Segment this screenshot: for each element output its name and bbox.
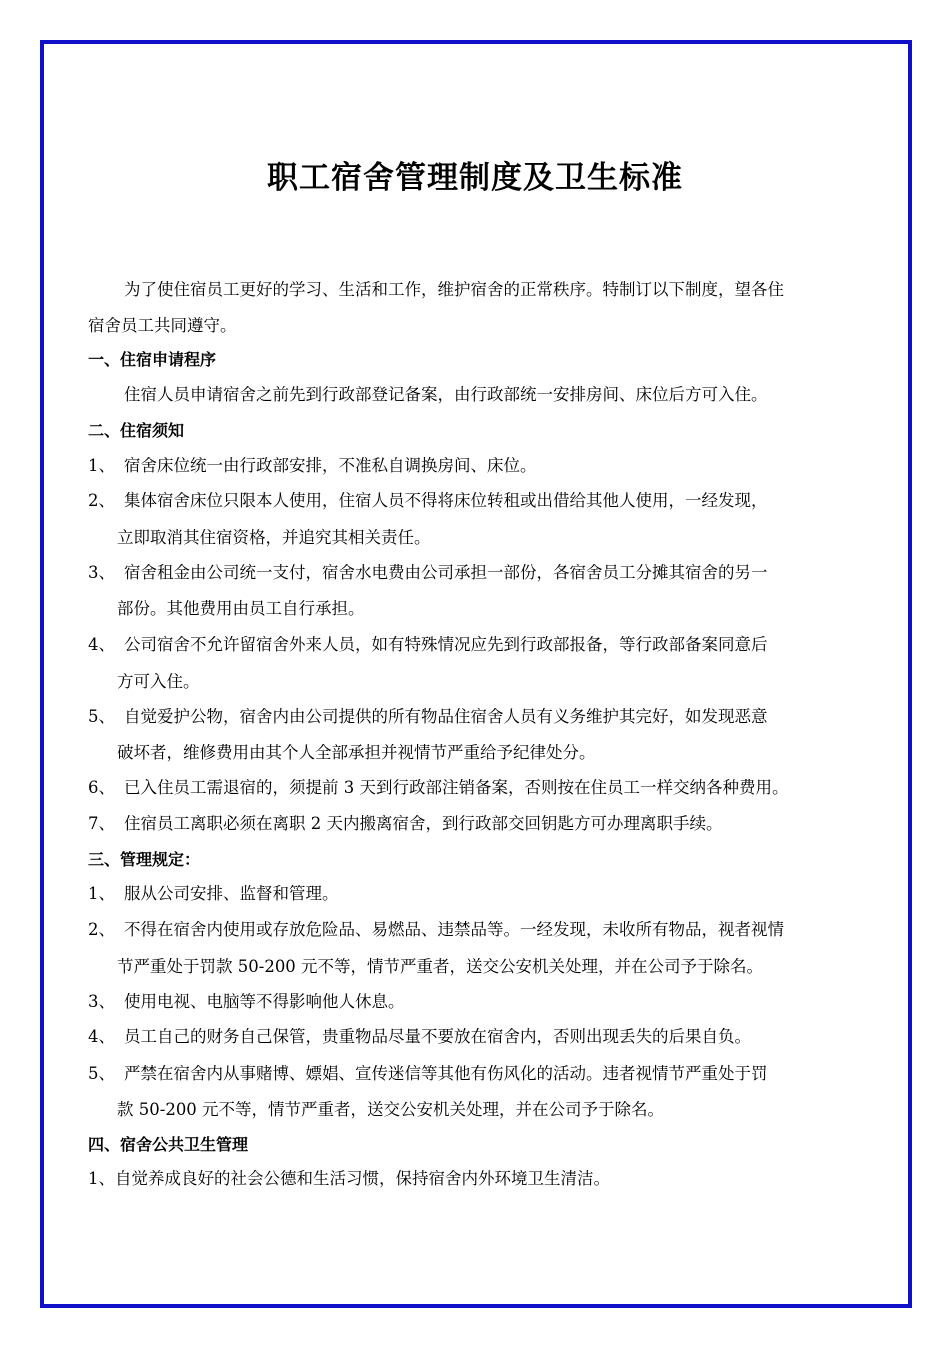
item-text: 使用电视、电脑等不得影响他人休息。 — [124, 992, 405, 1011]
item-text-continued: 节严重处于罚款 50-200 元不等，情节严重者，送交公安机关处理，并在公司予于除名。 — [117, 957, 764, 976]
item-text: 服从公司安排、监督和管理。 — [124, 884, 339, 903]
item-number: 5、 — [88, 707, 115, 726]
item-text: 自觉爱护公物，宿舍内由公司提供的所有物品住宿舍人员有义务维护其完好，如发现恶意 — [124, 707, 768, 726]
list-item — [88, 1062, 768, 1086]
section-1-heading: 一、住宿申请程序 — [88, 350, 217, 369]
list-item — [88, 705, 768, 729]
item-text: 已入住员工需退宿的，须提前 3 天到行政部注销备案，否则按在住员工一样交纳各种费用。 — [124, 778, 789, 797]
section-1-body: 住宿人员申请宿舍之前先到行政部登记备案，由行政部统一安排房间、床位后方可入住。 — [124, 385, 768, 404]
section-4-item-1: 1、自觉养成良好的社会公德和生活习惯，保持宿舍内外环境卫生清洁。 — [88, 1169, 610, 1188]
item-number: 7、 — [88, 814, 115, 833]
item-number: 5、 — [88, 1064, 115, 1083]
list-item — [88, 454, 537, 478]
list-item — [88, 990, 405, 1014]
item-number: 4、 — [88, 635, 115, 654]
item-text-continued: 款 50-200 元不等，情节严重者，送交公安机关处理，并在公司予于除名。 — [117, 1100, 665, 1119]
item-text: 宿舍床位统一由行政部安排，不准私自调换房间、床位。 — [124, 456, 537, 475]
item-number: 2、 — [88, 491, 115, 510]
section-3-heading: 三、管理规定： — [88, 850, 201, 869]
item-number: 2、 — [88, 920, 115, 939]
item-text-continued: 立即取消其住宿资格，并追究其相关责任。 — [117, 528, 431, 547]
list-item — [88, 882, 339, 906]
list-item — [88, 489, 768, 513]
item-text-continued: 部份。其他费用由员工自行承担。 — [117, 599, 365, 618]
item-text: 住宿员工离职必须在离职 2 天内搬离宿舍，到行政部交回钥匙方可办理离职手续。 — [124, 814, 723, 833]
list-item — [88, 918, 784, 942]
item-number: 3、 — [88, 992, 115, 1011]
section-2-heading: 二、住宿须知 — [88, 421, 185, 440]
document-title: 职工宿舍管理制度及卫生标准 — [267, 160, 683, 196]
item-text: 公司宿舍不允许留宿舍外来人员，如有特殊情况应先到行政部报备，等行政部备案同意后 — [124, 635, 768, 654]
item-text-continued: 方可入住。 — [117, 672, 200, 691]
intro-line-1: 为了使住宿员工更好的学习、生活和工作，维护宿舍的正常秩序。特制订以下制度，望各住 — [124, 280, 784, 299]
list-item — [88, 561, 768, 585]
item-text: 宿舍租金由公司统一支付，宿舍水电费由公司承担一部份，各宿舍员工分摊其宿舍的另一 — [124, 563, 768, 582]
item-text: 严禁在宿舍内从事赌博、嫖娼、宣传迷信等其他有伤风化的活动。违者视情节严重处于罚 — [124, 1064, 768, 1083]
list-item — [88, 633, 768, 657]
item-text: 员工自己的财务自己保管，贵重物品尽量不要放在宿舍内，否则出现丢失的后果自负。 — [124, 1027, 751, 1046]
item-number: 6、 — [88, 778, 115, 797]
item-number: 1、 — [88, 456, 115, 475]
item-text-continued: 破坏者，维修费用由其个人全部承担并视情节严重给予纪律处分。 — [117, 743, 596, 762]
list-item — [88, 776, 789, 800]
intro-line-2: 宿舍员工共同遵守。 — [88, 316, 237, 335]
item-text: 集体宿舍床位只限本人使用，住宿人员不得将床位转租或出借给其他人使用，一经发现， — [124, 491, 768, 510]
item-number: 1、 — [88, 884, 115, 903]
list-item — [88, 1025, 751, 1049]
item-number: 4、 — [88, 1027, 115, 1046]
section-4-heading: 四、宿舍公共卫生管理 — [88, 1135, 249, 1154]
list-item — [88, 812, 723, 836]
item-number: 3、 — [88, 563, 115, 582]
item-text: 不得在宿舍内使用或存放危险品、易燃品、违禁品等。一经发现，未收所有物品，视者视情 — [124, 920, 784, 939]
